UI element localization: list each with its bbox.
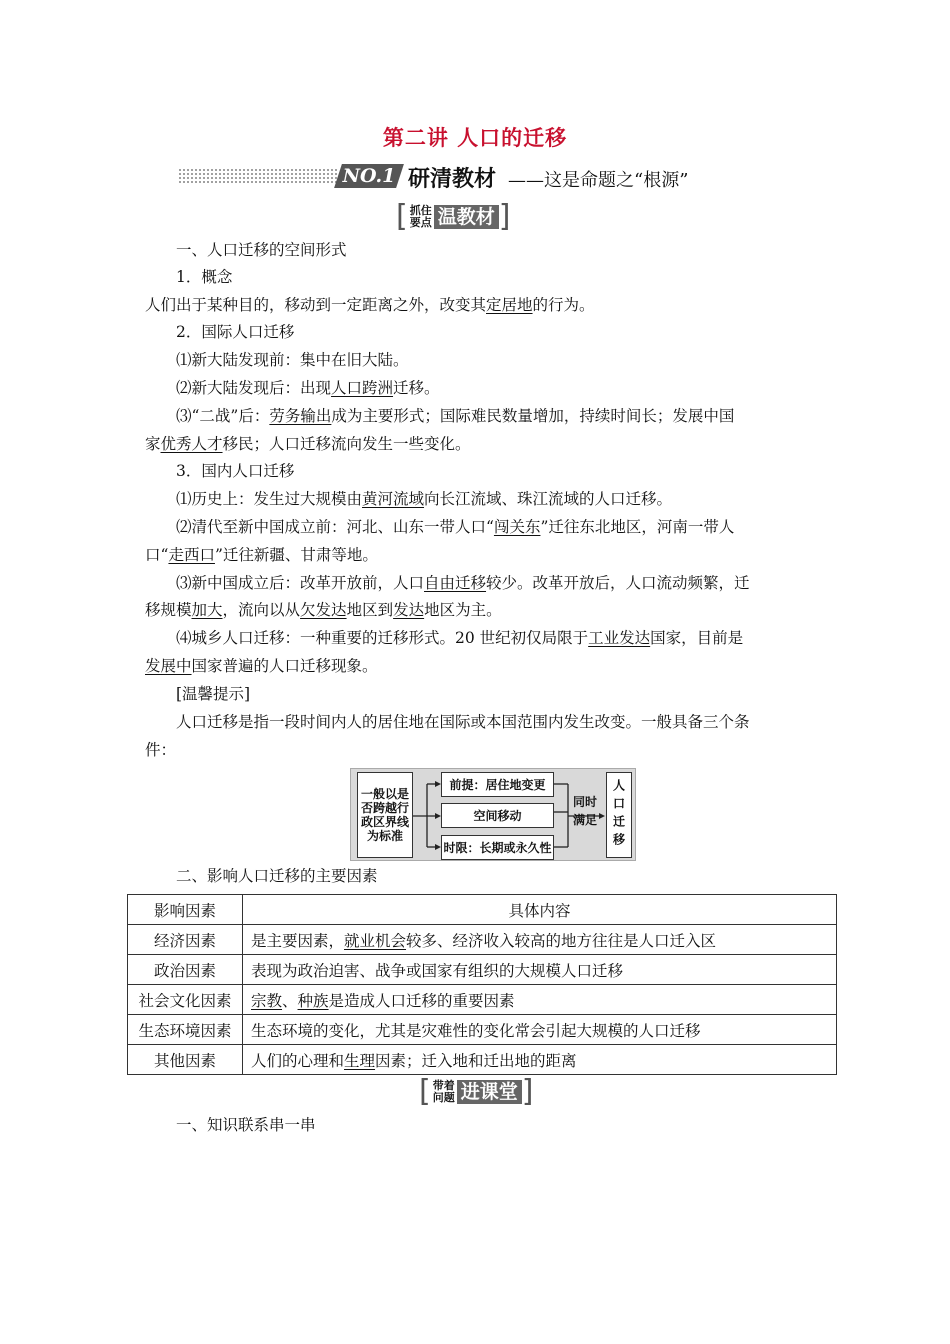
section-banner: [178, 160, 738, 192]
table-row: [128, 1045, 837, 1075]
section2-heading: 二、影响人口迁移的主要因素: [176, 867, 378, 885]
factors-table: [127, 894, 837, 1075]
table-cell-factor: 生态环境因素: [128, 1015, 243, 1045]
migration-conditions-diagram: [350, 768, 636, 861]
domestic-line-6: ⑷城乡人口迁移：一种重要的迁移形式。20 世纪初仅局限于工业发达国家，目前是: [176, 629, 744, 647]
table-cell-factor: 社会文化因素: [128, 985, 243, 1015]
table-cell-factor: 经济因素: [128, 925, 243, 955]
diagram-box-premise: 前提：居住地变更: [441, 772, 554, 797]
banner-sub-text: ——这是命题之“根源”: [508, 170, 689, 191]
table-row: [128, 955, 837, 985]
table-row: [128, 985, 837, 1015]
domestic-line-4: ⑶新中国成立后：改革开放前，人口自由迁移较少。改革开放后，人口流动频繁，迁: [176, 574, 750, 592]
international-line-2: ⑵新大陆发现后：出现人口跨洲迁移。: [176, 379, 440, 397]
table-cell-factor: 政治因素: [128, 955, 243, 985]
tip-line-1: 人口迁移是指一段时间内人的居住地在国际或本国范围内发生改变。一般具备三个条: [176, 713, 750, 731]
domestic-line-5: 移规模加大，流向以从欠发达地区到发达地区为主。: [145, 601, 502, 619]
concept-text: 人们出于某种目的，移动到一定距离之外，改变其定居地的行为。: [145, 296, 595, 314]
banner-main-text: 研清教材: [408, 167, 497, 192]
domestic-heading: 3．国内人口迁移: [176, 462, 295, 480]
table-header-factor: 影响因素: [128, 895, 243, 925]
diagram-left-box: 一般以是否跨越行政区界线为标准: [357, 772, 413, 858]
diagram-mid-label: 同时满足: [572, 795, 597, 827]
table-cell-content: 是主要因素，就业机会较多、经济收入较高的地方往往是人口迁入区: [243, 925, 837, 955]
domestic-line-1: ⑴历史上：发生过大规模由黄河流域向长江流域、珠江流域的人口迁移。: [176, 490, 673, 508]
tip-label: [温馨提示]: [176, 685, 251, 703]
banner-dot-pattern: [178, 168, 338, 184]
diagram-box-duration: 时限：长期或永久性: [441, 835, 554, 860]
domestic-line-3: 口“走西口”迁往新疆、甘肃等地。: [145, 546, 378, 564]
concept-heading: 1．概念: [176, 268, 233, 286]
table-header-row: [128, 895, 837, 925]
international-heading: 2．国际人口迁移: [176, 323, 295, 341]
banner-badge: NO.1: [334, 164, 404, 188]
table-cell-content: 表现为政治迫害、战争或国家有组织的大规模人口迁移: [243, 955, 837, 985]
domestic-line-7: 发展中国家普遍的人口迁移现象。: [145, 657, 378, 675]
section1-heading: 一、人口迁移的空间形式: [176, 241, 347, 259]
tag-enter-classroom: [ 带着 问题 进课堂 ]: [419, 1074, 534, 1109]
international-line-3: ⑶“二战”后：劳务输出成为主要形式；国际难民数量增加，持续时间长；发展中国: [176, 407, 735, 425]
table-row: [128, 925, 837, 955]
table-cell-content: 生态环境的变化，尤其是灾难性的变化常会引起大规模的人口迁移: [243, 1015, 837, 1045]
table-header-content: 具体内容: [243, 895, 837, 925]
tip-line-2: 件：: [145, 741, 177, 759]
section3-heading: 一、知识联系串一串: [176, 1116, 316, 1134]
table-cell-content: 宗教、种族是造成人口迁移的重要因素: [243, 985, 837, 1015]
international-line-4: 家优秀人才移民；人口迁移流向发生一些变化。: [145, 435, 471, 453]
domestic-line-2: ⑵清代至新中国成立前：河北、山东一带人口“闯关东”迁往东北地区，河南一带人: [176, 518, 735, 536]
international-line-1: ⑴新大陆发现前：集中在旧大陆。: [176, 351, 409, 369]
table-cell-content: 人们的心理和生理因素；迁入地和迁出地的距离: [243, 1045, 837, 1075]
table-cell-factor: 其他因素: [128, 1045, 243, 1075]
page-title: 第二讲 人口的迁移: [382, 126, 568, 150]
diagram-right-box: 人口迁移: [606, 772, 632, 858]
tag-review-textbook: [ 抓住 要点 温教材 ]: [396, 199, 511, 234]
diagram-box-movement: 空间移动: [441, 803, 554, 828]
table-row: [128, 1015, 837, 1045]
